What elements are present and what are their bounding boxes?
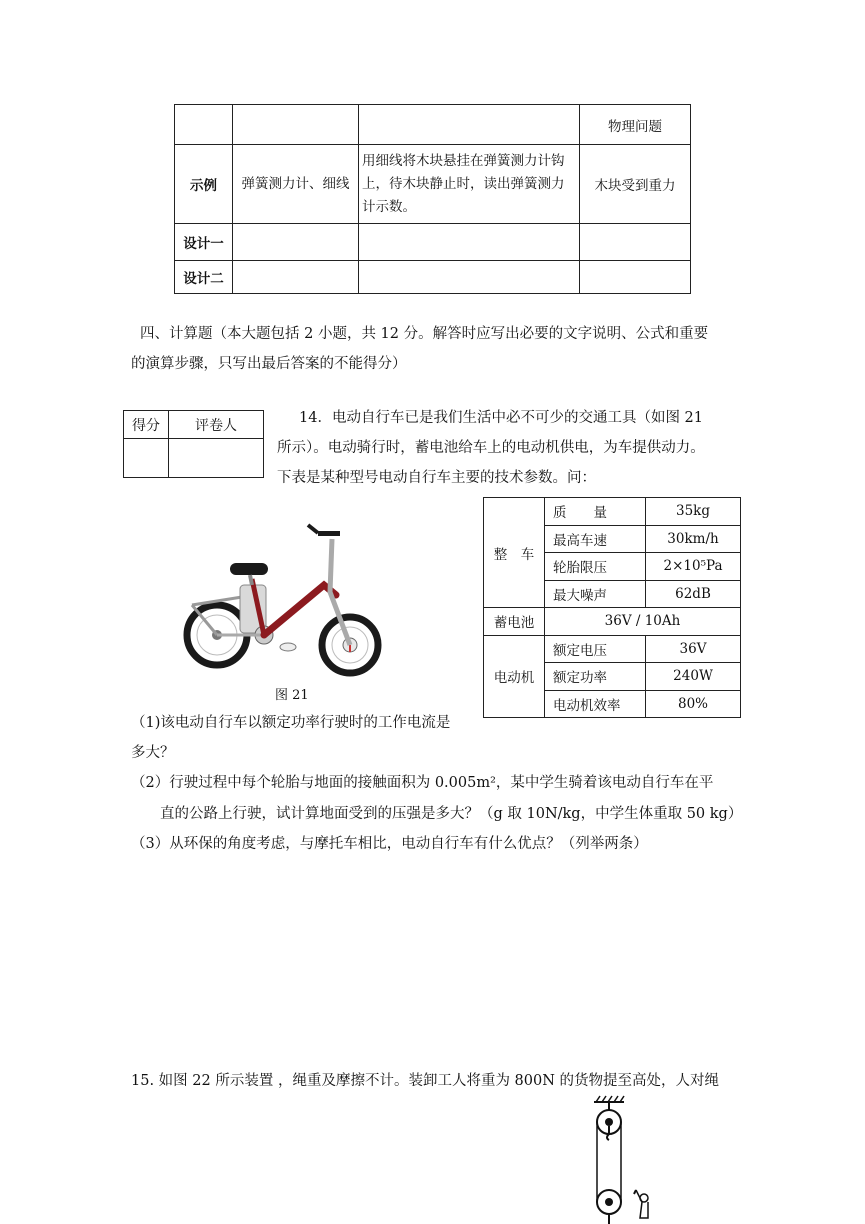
section4-line2: 的演算步骤，只写出最后答案的不能得分） — [131, 356, 407, 372]
problem-cell: 木块受到重力 — [580, 145, 691, 224]
method-cell — [359, 224, 580, 261]
method-cell — [359, 261, 580, 294]
experiment-design-table — [174, 104, 691, 294]
header-cell — [359, 105, 580, 145]
spec-value: 2×10⁵Pa — [646, 553, 741, 581]
spec-group-motor: 电动机 — [484, 635, 545, 718]
header-cell-problem: 物理问题 — [580, 105, 691, 145]
spec-value: 62dB — [646, 580, 741, 608]
q14-sub3: （3）从环保的角度考虑，与摩托车相比，电动自行车有什么优点？（列举两条） — [131, 836, 648, 852]
spec-value: 36V — [646, 635, 741, 663]
row-label-design2: 设计二 — [175, 261, 233, 294]
q14-line2: 所示）。电动骑行时，蓄电池给车上的电动机供电，为车提供动力。 — [277, 440, 705, 456]
score-box — [123, 410, 264, 478]
q14-line3: 下表是某种型号电动自行车主要的技术参数。问： — [277, 470, 596, 486]
score-label: 得分 — [124, 411, 169, 439]
q14-sub2-line1: （2）行驶过程中每个轮胎与地面的接触面积为 0.005m²，某中学生骑着该电动自行车在平 — [131, 775, 714, 791]
spec-value: 240W — [646, 663, 741, 691]
method-cell: 用细线将木块悬挂在弹簧测力计钩上，待木块静止时，读出弹簧测力计示数。 — [359, 145, 580, 224]
header-cell — [175, 105, 233, 145]
electric-bicycle-image — [182, 517, 392, 687]
spec-item: 电动机效率 — [545, 690, 646, 718]
q14-sub1-line2: 多大？ — [131, 745, 175, 761]
q14-line1: 14．电动自行车已是我们生活中必不可少的交通工具（如图 21 — [299, 410, 704, 426]
spec-item: 最大噪声 — [545, 580, 646, 608]
spec-group-vehicle: 整 车 — [484, 498, 545, 608]
spec-item: 额定功率 — [545, 663, 646, 691]
header-cell — [233, 105, 359, 145]
row-label-design1: 设计一 — [175, 224, 233, 261]
pulley-system-diagram — [588, 1090, 668, 1224]
score-field — [124, 439, 169, 478]
tools-cell: 弹簧测力计、细线 — [233, 145, 359, 224]
grader-field — [169, 439, 264, 478]
grader-label: 评卷人 — [169, 411, 264, 439]
spec-table — [483, 497, 741, 718]
figure21-caption: 图 21 — [275, 688, 309, 703]
problem-cell — [580, 224, 691, 261]
section4-line1: 四、计算题（本大题包括 2 小题，共 12 分。解答时应写出必要的文字说明、公式和重要 — [140, 326, 709, 342]
q14-sub2-line2: 直的公路上行驶，试计算地面受到的压强是多大？（g 取 10N/kg，中学生体重取 50 kg） — [160, 806, 743, 822]
spec-value: 30km/h — [646, 525, 741, 553]
spec-item: 额定电压 — [545, 635, 646, 663]
problem-cell — [580, 261, 691, 294]
spec-battery-label: 蓄电池 — [484, 608, 545, 636]
spec-battery-value: 36V / 10Ah — [545, 608, 741, 636]
tools-cell — [233, 224, 359, 261]
spec-item: 轮胎限压 — [545, 553, 646, 581]
q15-line1: 15. 如图 22 所示装置 ，绳重及摩擦不计。装卸工人将重为 800N 的货物提至高处，人对绳 — [131, 1073, 720, 1089]
spec-value: 80% — [646, 690, 741, 718]
spec-item: 质 量 — [545, 498, 646, 526]
spec-value: 35kg — [646, 498, 741, 526]
spec-item: 最高车速 — [545, 525, 646, 553]
tools-cell — [233, 261, 359, 294]
row-label-example: 示例 — [175, 145, 233, 224]
q14-sub1-line1: （1)该电动自行车以额定功率行驶时的工作电流是 — [131, 715, 451, 731]
